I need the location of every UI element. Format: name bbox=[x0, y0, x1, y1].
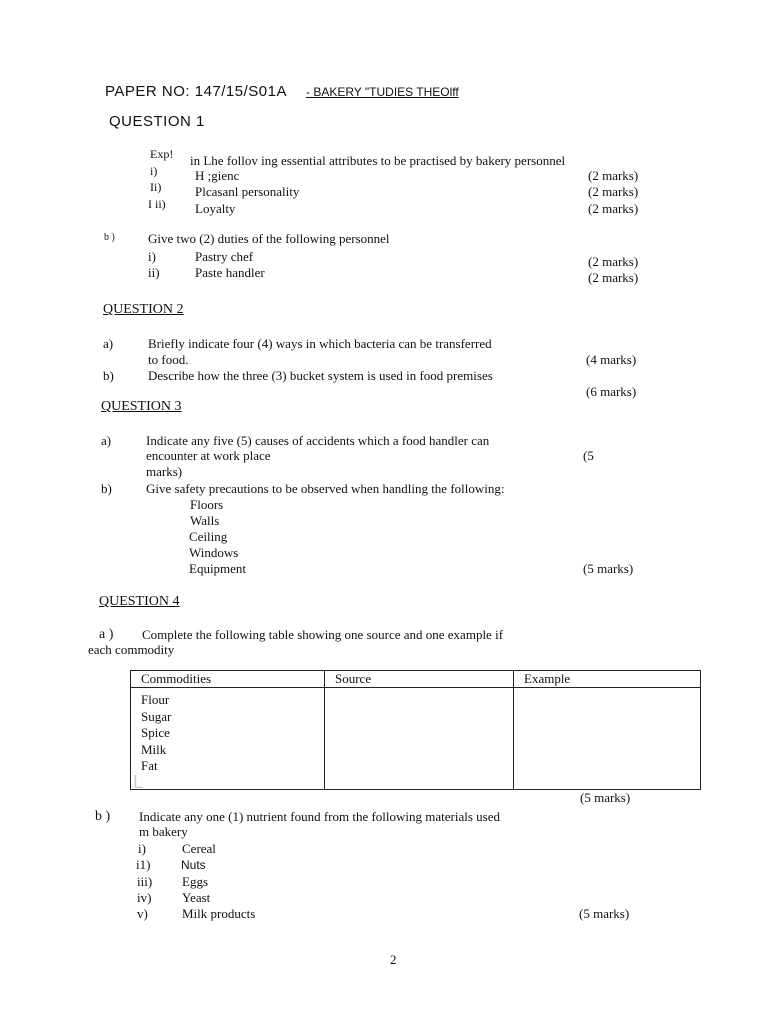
q3-b-label: b) bbox=[101, 481, 112, 496]
page-number: 2 bbox=[390, 952, 397, 967]
q2-a-marks: (4 marks) bbox=[586, 352, 637, 367]
q4-b-item-3-text: Eggs bbox=[182, 874, 208, 889]
q1-a-item-2-num: Ii) bbox=[150, 180, 162, 194]
q1-b-item-1-marks: (2 marks) bbox=[588, 254, 639, 269]
q4-b-line-1: Indicate any one (1) nutrient found from the following materials used bbox=[139, 809, 501, 824]
q1-b-label: b ) bbox=[104, 232, 115, 243]
question-2-title: QUESTION 2 bbox=[103, 302, 184, 317]
q4-b-item-4-text: Yeast bbox=[182, 890, 211, 905]
q4-b-item-3-num: iii) bbox=[137, 874, 153, 889]
q4-a-label: a ) bbox=[99, 627, 114, 642]
q4-b-marks: (5 marks) bbox=[579, 906, 630, 921]
q3-b-text: Give safety precautions to be observed when handling the following: bbox=[146, 481, 505, 496]
q2-b-marks: (6 marks) bbox=[586, 384, 637, 399]
q4-a-line-2: each commodity bbox=[88, 642, 175, 657]
q1-a-item-3-marks: (2 marks) bbox=[588, 201, 639, 216]
q1-a-text: in Lhe follov ing essential attributes to be practised by bakery personnel bbox=[190, 153, 566, 168]
q3-b-item-ceiling: Ceiling bbox=[189, 529, 228, 544]
q3-b-item-windows: Windows bbox=[189, 545, 239, 560]
q1-b-text: Give two (2) duties of the following personnel bbox=[148, 231, 390, 246]
q3-b-marks: (5 marks) bbox=[583, 561, 634, 576]
q4-a-marks: (5 marks) bbox=[580, 790, 631, 805]
q3-a-marks-part-1: (5 bbox=[583, 448, 594, 463]
q4-a-line-1: Complete the following table showing one source and one example if bbox=[142, 627, 504, 642]
commodity-sugar: Sugar bbox=[141, 708, 172, 724]
commodity-flour: Flour bbox=[141, 692, 170, 707]
q3-b-item-equipment: Equipment bbox=[189, 561, 247, 576]
q1-b-item-2-num: ii) bbox=[148, 265, 160, 280]
q3-a-line-2: encounter at work place bbox=[146, 448, 271, 463]
q3-a-label: a) bbox=[101, 433, 112, 448]
q4-b-item-5-num: v) bbox=[137, 906, 148, 921]
commodity-spice: Spice bbox=[141, 725, 170, 740]
q3-b-item-floors: Floors bbox=[190, 497, 224, 512]
paper-subject: - BAKERY "TUDIES THEOlff bbox=[306, 85, 459, 99]
q2-b-text: Describe how the three (3) bucket system is used in food premises bbox=[148, 368, 493, 383]
header-commodities: Commodities bbox=[131, 671, 325, 688]
q4-b-line-2: m bakery bbox=[139, 824, 188, 839]
commodity-milk: Milk bbox=[141, 741, 167, 757]
q2-b-label: b) bbox=[103, 368, 114, 383]
q2-a-line-1: Briefly indicate four (4) ways in which bacteria can be transferred bbox=[148, 336, 492, 351]
q1-a-item-2-marks: (2 marks) bbox=[588, 184, 639, 199]
commodities-cell bbox=[131, 688, 325, 790]
q3-a-marks-part-2: marks) bbox=[146, 464, 183, 479]
q4-b-item-2-num: i1) bbox=[136, 857, 151, 872]
header-source: Source bbox=[325, 671, 514, 688]
q1-a-item-3-text: Loyalty bbox=[195, 201, 236, 216]
question-1-title: QUESTION 1 bbox=[109, 113, 205, 130]
table-header-row bbox=[131, 671, 701, 688]
q1-a-item-2-text: Plcasanl personality bbox=[195, 184, 300, 199]
q3-b-item-walls: Walls bbox=[190, 513, 220, 528]
q1-b-item-2-marks: (2 marks) bbox=[588, 270, 639, 285]
q4-b-item-1-text: Cereal bbox=[182, 841, 216, 856]
q4-b-item-5-text: Milk products bbox=[182, 906, 256, 921]
commodities-table bbox=[130, 670, 701, 790]
q3-a-line-1: Indicate any five (5) causes of accidents which a food handler can bbox=[146, 433, 490, 448]
q1-b-item-1-text: Pastry chef bbox=[195, 249, 254, 264]
stray-mark: L bbox=[133, 772, 144, 792]
q2-a-line-2: to food. bbox=[148, 352, 189, 367]
q4-b-item-4-num: iv) bbox=[137, 890, 152, 905]
q4-b-label: b ) bbox=[95, 809, 111, 824]
q1-a-prefix: Exp! bbox=[150, 147, 174, 161]
source-cell bbox=[325, 688, 514, 790]
q1-a-item-3-num: I ii) bbox=[148, 197, 166, 211]
table-body-row bbox=[131, 688, 701, 790]
q1-b-item-1-num: i) bbox=[148, 249, 156, 264]
example-cell bbox=[514, 688, 701, 790]
header-example: Example bbox=[514, 671, 701, 688]
q4-b-item-2-text: Nuts bbox=[181, 858, 206, 872]
q1-b-item-2-text: Paste handler bbox=[195, 265, 265, 280]
q2-a-label: a) bbox=[103, 336, 114, 351]
q1-a-item-1-text: H ;gienc bbox=[195, 168, 240, 183]
question-4-title: QUESTION 4 bbox=[99, 594, 180, 609]
question-3-title: QUESTION 3 bbox=[101, 399, 182, 414]
q1-a-item-1-num: i) bbox=[150, 164, 158, 178]
paper-number: PAPER NO: 147/15/S01A bbox=[105, 83, 287, 100]
q4-b-item-1-num: i) bbox=[138, 841, 146, 856]
commodity-fat: Fat bbox=[141, 758, 158, 773]
q1-a-item-1-marks: (2 marks) bbox=[588, 168, 639, 183]
